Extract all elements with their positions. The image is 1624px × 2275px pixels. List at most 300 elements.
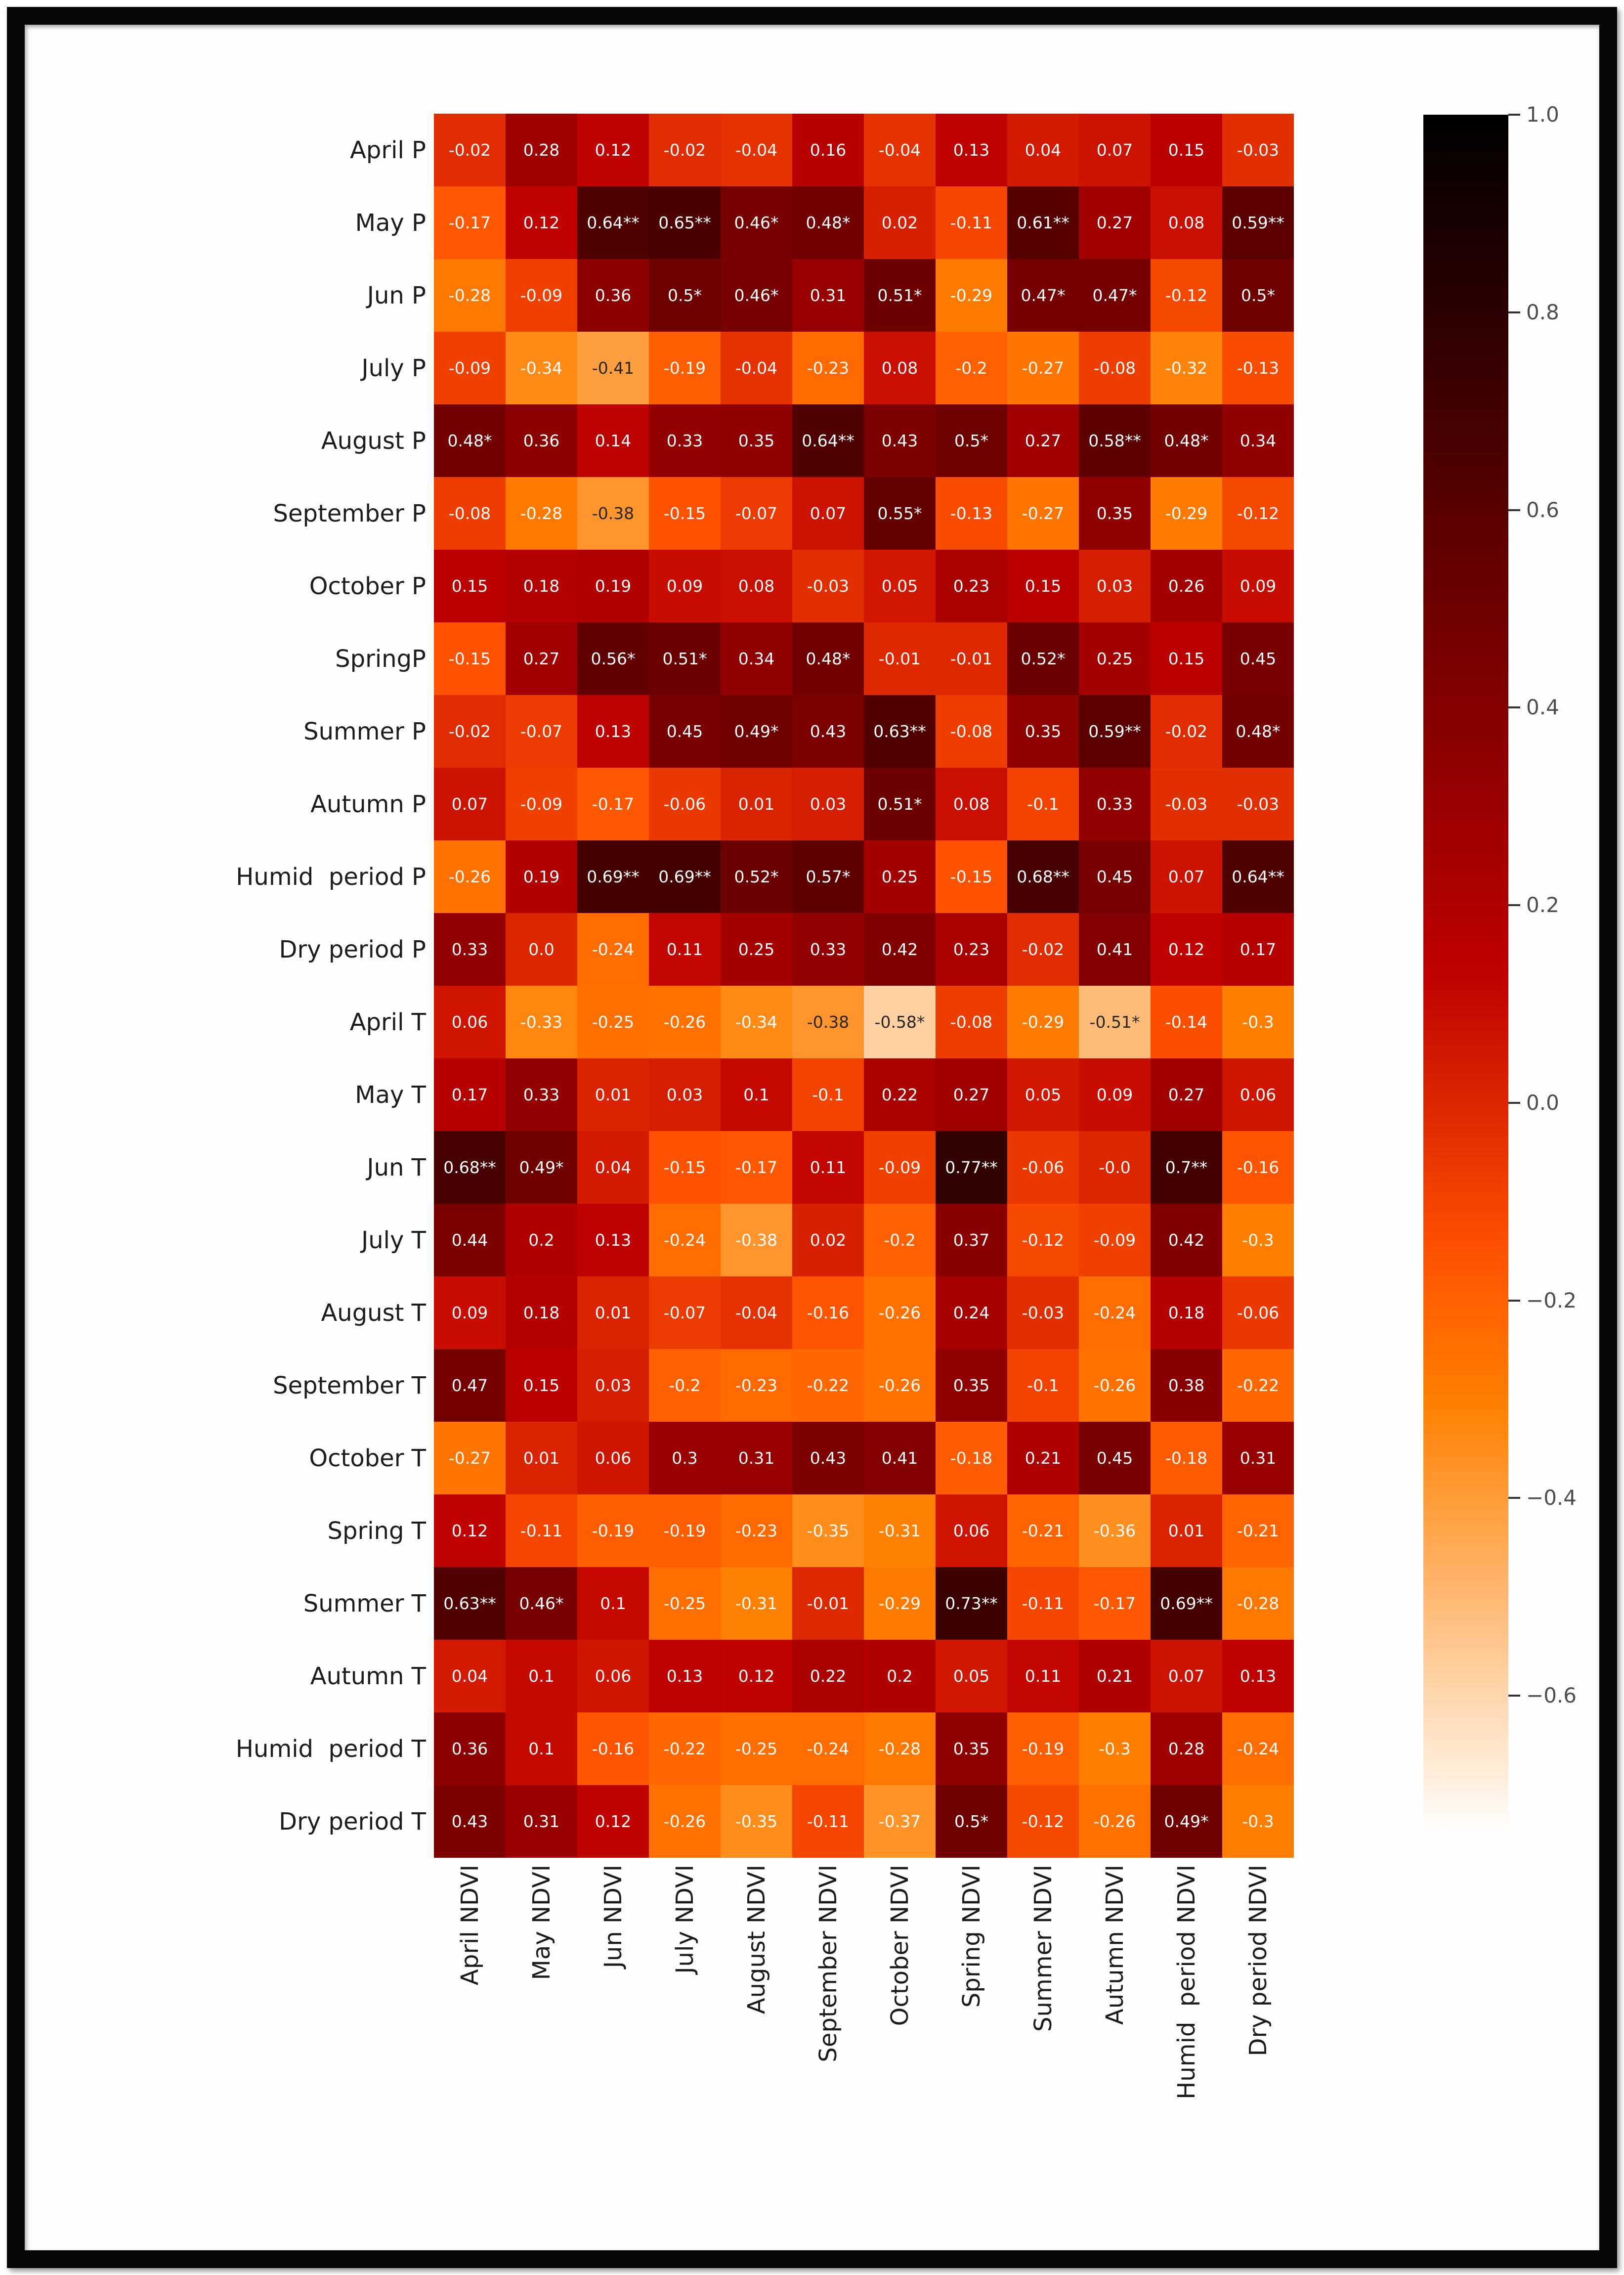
heatmap-cell: 0.7**: [1151, 1131, 1222, 1204]
heatmap-cell: 0.42: [864, 913, 936, 986]
heatmap-cell: 0.57*: [792, 840, 864, 913]
heatmap-cell: -0.27: [1007, 477, 1079, 550]
heatmap-cell: 0.27: [506, 622, 577, 695]
heatmap-cell: 0.25: [1079, 622, 1151, 695]
row-label: May P: [355, 209, 426, 237]
heatmap-cell: -0.0: [1079, 1131, 1151, 1204]
heatmap-cell: -0.19: [649, 332, 721, 404]
heatmap-cell: -0.25: [649, 1567, 721, 1640]
heatmap-cell: 0.17: [1222, 913, 1294, 986]
heatmap-cell: -0.03: [1222, 114, 1294, 186]
column-label-slot: [506, 1865, 577, 2240]
heatmap-cell: 0.06: [577, 1422, 649, 1494]
heatmap-cell: 0.22: [792, 1640, 864, 1712]
heatmap-cell: -0.23: [721, 1349, 792, 1422]
heatmap-cell: 0.09: [1222, 550, 1294, 622]
heatmap-cell: -0.02: [434, 695, 506, 768]
heatmap-cell: -0.01: [792, 1567, 864, 1640]
heatmap-cell: 0.15: [1007, 550, 1079, 622]
heatmap-cell: 0.06: [936, 1494, 1007, 1567]
heatmap-cell: 0.01: [506, 1422, 577, 1494]
heatmap-cell: -0.12: [1007, 1785, 1079, 1858]
heatmap-cell: 0.14: [577, 404, 649, 477]
heatmap-cell: -0.22: [792, 1349, 864, 1422]
heatmap-cell: 0.06: [434, 986, 506, 1058]
heatmap-cell: 0.11: [792, 1131, 864, 1204]
heatmap-cell: -0.2: [936, 332, 1007, 404]
heatmap-cell: 0.49*: [506, 1131, 577, 1204]
heatmap-cell: 0.15: [434, 550, 506, 622]
heatmap-cell: -0.06: [1007, 1131, 1079, 1204]
heatmap-cell: 0.03: [577, 1349, 649, 1422]
heatmap-cell: -0.26: [1079, 1785, 1151, 1858]
heatmap-cell: 0.63**: [434, 1567, 506, 1640]
heatmap-cell: -0.18: [936, 1422, 1007, 1494]
heatmap-cell: 0.45: [1222, 622, 1294, 695]
heatmap-cell: 0.08: [864, 332, 936, 404]
heatmap-cell: 0.07: [1151, 840, 1222, 913]
heatmap-cell: -0.33: [506, 986, 577, 1058]
heatmap-cell: 0.36: [434, 1712, 506, 1785]
heatmap-cell: -0.15: [649, 1131, 721, 1204]
heatmap-cell: -0.25: [721, 1712, 792, 1785]
heatmap-cell: -0.3: [1222, 1204, 1294, 1276]
heatmap-cell: 0.49*: [1151, 1785, 1222, 1858]
heatmap-cell: 0.35: [1007, 695, 1079, 768]
heatmap-cell: -0.23: [792, 332, 864, 404]
heatmap-cell: 0.04: [434, 1640, 506, 1712]
column-label: Autumn NDVI: [1101, 1865, 1129, 2025]
heatmap-cell: -0.08: [936, 695, 1007, 768]
heatmap-cell: 0.33: [434, 913, 506, 986]
heatmap-cell: 0.69**: [577, 840, 649, 913]
heatmap-cell: 0.35: [1079, 477, 1151, 550]
heatmap-cell: -0.21: [1222, 1494, 1294, 1567]
heatmap-cell: 0.17: [434, 1058, 506, 1131]
column-label-slot: [936, 1865, 1007, 2240]
heatmap-cell: -0.08: [936, 986, 1007, 1058]
colorbar-tick-label: 0.4: [1526, 695, 1559, 720]
colorbar-tick-mark: [1508, 311, 1520, 313]
heatmap-cell: -0.11: [792, 1785, 864, 1858]
heatmap-cell: 0.45: [649, 695, 721, 768]
colorbar-tick-label: 0.6: [1526, 497, 1559, 522]
heatmap-cell: 0.01: [721, 768, 792, 840]
heatmap-cell: 0.51*: [864, 259, 936, 332]
heatmap-cell: -0.28: [434, 259, 506, 332]
heatmap-cell: 0.11: [1007, 1640, 1079, 1712]
heatmap-cell: 0.08: [721, 550, 792, 622]
heatmap-grid: [434, 114, 1294, 1858]
heatmap-cell: 0.03: [1079, 550, 1151, 622]
row-label: September T: [273, 1371, 426, 1400]
heatmap-cell: -0.38: [721, 1204, 792, 1276]
heatmap-cell: 0.23: [936, 913, 1007, 986]
colorbar-tick-mark: [1508, 706, 1520, 708]
heatmap-cell: -0.09: [1079, 1204, 1151, 1276]
heatmap-cell: 0.45: [1079, 1422, 1151, 1494]
heatmap-cell: -0.41: [577, 332, 649, 404]
heatmap-cell: 0.36: [577, 259, 649, 332]
heatmap-cell: -0.36: [1079, 1494, 1151, 1567]
heatmap-cell: 0.18: [506, 1276, 577, 1349]
column-label: October NDVI: [886, 1865, 914, 2026]
heatmap-cell: 0.25: [864, 840, 936, 913]
heatmap-cell: -0.06: [649, 768, 721, 840]
row-label: Humid period T: [235, 1735, 426, 1763]
row-label: Autumn P: [310, 790, 426, 818]
heatmap-cell: -0.04: [721, 1276, 792, 1349]
heatmap-cell: 0.09: [649, 550, 721, 622]
heatmap-cell: 0.47*: [1007, 259, 1079, 332]
column-label-slot: [1007, 1865, 1079, 2240]
heatmap-cell: 0.42: [1151, 1204, 1222, 1276]
heatmap-cell: -0.16: [1222, 1131, 1294, 1204]
column-label: Humid period NDVI: [1172, 1865, 1200, 2100]
heatmap-cell: 0.21: [1007, 1422, 1079, 1494]
heatmap-cell: -0.15: [649, 477, 721, 550]
heatmap-cell: -0.27: [1007, 332, 1079, 404]
column-label: Summer NDVI: [1029, 1865, 1057, 2032]
heatmap-cell: 0.2: [506, 1204, 577, 1276]
heatmap-cell: -0.07: [506, 695, 577, 768]
row-label: Jun P: [367, 281, 426, 309]
heatmap-cell: 0.46*: [721, 186, 792, 259]
heatmap-cell: 0.35: [936, 1712, 1007, 1785]
heatmap-cell: -0.16: [792, 1276, 864, 1349]
column-label-slot: [864, 1865, 936, 2240]
heatmap-cell: 0.28: [1151, 1712, 1222, 1785]
heatmap-cell: 0.69**: [649, 840, 721, 913]
heatmap-cell: 0.28: [506, 114, 577, 186]
heatmap-cell: 0.46*: [506, 1567, 577, 1640]
heatmap-cell: 0.27: [936, 1058, 1007, 1131]
heatmap-cell: -0.38: [577, 477, 649, 550]
heatmap-cell: 0.46*: [721, 259, 792, 332]
heatmap-cell: -0.28: [864, 1712, 936, 1785]
column-label: April NDVI: [456, 1865, 484, 1985]
heatmap-cell: 0.38: [1151, 1349, 1222, 1422]
heatmap-cell: -0.26: [649, 986, 721, 1058]
colorbar-tick-label: 0.0: [1526, 1090, 1559, 1115]
heatmap-cell: -0.24: [649, 1204, 721, 1276]
row-label: Dry period T: [279, 1807, 426, 1836]
heatmap-cell: 0.64**: [1222, 840, 1294, 913]
heatmap-cell: 0.41: [864, 1422, 936, 1494]
heatmap-cell: -0.34: [721, 986, 792, 1058]
heatmap-cell: 0.45: [1079, 840, 1151, 913]
heatmap-cell: -0.03: [1222, 768, 1294, 840]
heatmap-cell: -0.13: [936, 477, 1007, 550]
column-label: Spring NDVI: [957, 1865, 985, 2008]
heatmap-cell: -0.1: [1007, 768, 1079, 840]
heatmap-cell: -0.04: [864, 114, 936, 186]
heatmap-cell: 0.15: [506, 1349, 577, 1422]
column-label-slot: [1151, 1865, 1222, 2240]
heatmap-cell: 0.21: [1079, 1640, 1151, 1712]
heatmap-cell: 0.12: [434, 1494, 506, 1567]
heatmap-cell: 0.41: [1079, 913, 1151, 986]
heatmap-cell: 0.07: [434, 768, 506, 840]
heatmap-cell: 0.43: [434, 1785, 506, 1858]
heatmap-cell: -0.09: [434, 332, 506, 404]
heatmap-cell: 0.58**: [1079, 404, 1151, 477]
colorbar: [1423, 115, 1508, 1834]
heatmap-cell: -0.17: [577, 768, 649, 840]
heatmap-cell: -0.34: [506, 332, 577, 404]
heatmap-cell: -0.17: [1079, 1567, 1151, 1640]
heatmap-cell: -0.02: [434, 114, 506, 186]
heatmap-cell: -0.35: [792, 1494, 864, 1567]
heatmap-cell: 0.07: [792, 477, 864, 550]
heatmap-cell: -0.04: [721, 332, 792, 404]
row-label: April T: [349, 1008, 426, 1036]
heatmap-cell: 0.06: [1222, 1058, 1294, 1131]
heatmap-cell: -0.01: [936, 622, 1007, 695]
heatmap-cell: 0.33: [649, 404, 721, 477]
heatmap-cell: 0.47*: [1079, 259, 1151, 332]
row-label: September P: [273, 499, 426, 527]
heatmap-cell: 0.36: [506, 404, 577, 477]
column-label: May NDVI: [527, 1865, 556, 1980]
heatmap-cell: 0.37: [936, 1204, 1007, 1276]
heatmap-cell: 0.01: [1151, 1494, 1222, 1567]
row-label: August T: [321, 1299, 426, 1327]
heatmap-cell: -0.08: [434, 477, 506, 550]
heatmap-cell: -0.19: [577, 1494, 649, 1567]
heatmap-cell: 0.08: [936, 768, 1007, 840]
row-label: July T: [361, 1226, 426, 1254]
heatmap-cell: 0.12: [577, 114, 649, 186]
column-label-slot: [1222, 1865, 1294, 2240]
colorbar-tick-mark: [1508, 1497, 1520, 1499]
heatmap-cell: -0.29: [1151, 477, 1222, 550]
heatmap-cell: 0.13: [936, 114, 1007, 186]
column-label-slot: [1079, 1865, 1151, 2240]
row-label: Summer P: [303, 717, 426, 745]
heatmap-cell: 0.07: [1151, 1640, 1222, 1712]
heatmap-cell: -0.29: [1007, 986, 1079, 1058]
heatmap-cell: 0.09: [434, 1276, 506, 1349]
heatmap-cell: -0.03: [1007, 1276, 1079, 1349]
heatmap-cell: 0.13: [649, 1640, 721, 1712]
heatmap-cell: -0.1: [1007, 1349, 1079, 1422]
heatmap-cell: -0.38: [792, 986, 864, 1058]
column-label: Dry period NDVI: [1244, 1865, 1272, 2056]
heatmap-cell: 0.13: [577, 1204, 649, 1276]
heatmap-cell: 0.31: [506, 1785, 577, 1858]
heatmap-cell: 0.27: [1079, 186, 1151, 259]
row-label: Jun T: [367, 1153, 426, 1181]
row-label: SpringP: [335, 645, 426, 673]
heatmap-cell: 0.02: [792, 1204, 864, 1276]
column-label-slot: [792, 1865, 864, 2240]
heatmap-cell: 0.59**: [1079, 695, 1151, 768]
heatmap-cell: -0.28: [1222, 1567, 1294, 1640]
heatmap-cell: 0.48*: [792, 622, 864, 695]
heatmap-cell: 0.13: [577, 695, 649, 768]
heatmap-cell: -0.14: [1151, 986, 1222, 1058]
heatmap-cell: 0.49*: [721, 695, 792, 768]
row-label: April P: [350, 136, 426, 164]
heatmap-cell: 0.48*: [1151, 404, 1222, 477]
heatmap-cell: 0.03: [649, 1058, 721, 1131]
heatmap-cell: 0.27: [1007, 404, 1079, 477]
colorbar-tick-label: −0.2: [1526, 1288, 1577, 1312]
heatmap-cell: -0.12: [1151, 259, 1222, 332]
heatmap-cell: -0.09: [506, 768, 577, 840]
heatmap-cell: 0.1: [506, 1712, 577, 1785]
x-axis-labels: [434, 1865, 1294, 2240]
heatmap-cell: -0.24: [1079, 1276, 1151, 1349]
heatmap-cell: -0.19: [649, 1494, 721, 1567]
row-label: October T: [309, 1444, 426, 1472]
heatmap-cell: 0.52*: [721, 840, 792, 913]
heatmap-cell: -0.3: [1222, 986, 1294, 1058]
heatmap-cell: -0.32: [1151, 332, 1222, 404]
column-label: September NDVI: [814, 1865, 842, 2062]
row-label: May T: [355, 1081, 426, 1109]
heatmap-cell: -0.02: [1151, 695, 1222, 768]
heatmap-cell: 0.33: [792, 913, 864, 986]
heatmap-cell: 0.35: [936, 1349, 1007, 1422]
heatmap-cell: -0.25: [577, 986, 649, 1058]
heatmap-cell: 0.09: [1079, 1058, 1151, 1131]
heatmap-cell: 0.31: [721, 1422, 792, 1494]
heatmap-cell: 0.19: [577, 550, 649, 622]
colorbar-tick-label: −0.6: [1526, 1683, 1577, 1708]
column-label: Jun NDVI: [599, 1865, 627, 1969]
heatmap-cell: 0.48*: [1222, 695, 1294, 768]
heatmap-cell: 0.65**: [649, 186, 721, 259]
heatmap-cell: -0.08: [1079, 332, 1151, 404]
heatmap-cell: 0.64**: [577, 186, 649, 259]
heatmap-cell: -0.26: [1079, 1349, 1151, 1422]
heatmap-cell: 0.18: [1151, 1276, 1222, 1349]
colorbar-tick-label: 1.0: [1526, 102, 1559, 127]
heatmap-cell: 0.18: [506, 550, 577, 622]
heatmap-cell: 0.48*: [792, 186, 864, 259]
heatmap-cell: 0.2: [864, 1640, 936, 1712]
heatmap-cell: 0.26: [1151, 550, 1222, 622]
heatmap-cell: -0.19: [1007, 1712, 1079, 1785]
heatmap-cell: -0.26: [864, 1349, 936, 1422]
heatmap-cell: -0.3: [1222, 1785, 1294, 1858]
heatmap-cell: 0.27: [1151, 1058, 1222, 1131]
heatmap-cell: 0.43: [864, 404, 936, 477]
heatmap-cell: -0.04: [721, 114, 792, 186]
heatmap-cell: 0.31: [1222, 1422, 1294, 1494]
heatmap-cell: 0.04: [577, 1131, 649, 1204]
heatmap-cell: -0.09: [506, 259, 577, 332]
heatmap-cell: 0.34: [721, 622, 792, 695]
heatmap-cell: -0.21: [1007, 1494, 1079, 1567]
heatmap-cell: 0.1: [577, 1567, 649, 1640]
heatmap-cell: 0.05: [1007, 1058, 1079, 1131]
row-label: Summer T: [303, 1589, 426, 1618]
heatmap-cell: 0.1: [506, 1640, 577, 1712]
colorbar-tick-mark: [1508, 1102, 1520, 1104]
heatmap-cell: 0.22: [864, 1058, 936, 1131]
heatmap-cell: -0.2: [649, 1349, 721, 1422]
heatmap-cell: -0.29: [864, 1567, 936, 1640]
heatmap-cell: -0.24: [792, 1712, 864, 1785]
heatmap-cell: 0.55*: [864, 477, 936, 550]
heatmap-cell: 0.12: [577, 1785, 649, 1858]
heatmap-cell: 0.02: [864, 186, 936, 259]
row-label: July P: [361, 354, 426, 382]
heatmap-cell: -0.13: [1222, 332, 1294, 404]
colorbar-tick-mark: [1508, 509, 1520, 511]
heatmap-cell: 0.5*: [649, 259, 721, 332]
heatmap-cell: 0.5*: [936, 404, 1007, 477]
colorbar-tick-label: −0.4: [1526, 1486, 1577, 1510]
heatmap-cell: 0.35: [721, 404, 792, 477]
heatmap-cell: 0.51*: [864, 768, 936, 840]
heatmap-cell: -0.02: [1007, 913, 1079, 986]
heatmap-cell: -0.17: [434, 186, 506, 259]
heatmap-cell: -0.28: [506, 477, 577, 550]
heatmap-cell: 0.31: [792, 259, 864, 332]
heatmap-cell: 0.04: [1007, 114, 1079, 186]
column-label-slot: [649, 1865, 721, 2240]
figure-frame: [7, 7, 1617, 2268]
heatmap-cell: 0.08: [1151, 186, 1222, 259]
heatmap-cell: -0.15: [936, 840, 1007, 913]
heatmap-cell: -0.2: [864, 1204, 936, 1276]
heatmap-cell: -0.03: [792, 550, 864, 622]
heatmap-cell: 0.61**: [1007, 186, 1079, 259]
heatmap-cell: -0.12: [1222, 477, 1294, 550]
heatmap-cell: 0.68**: [434, 1131, 506, 1204]
colorbar-tick-mark: [1508, 114, 1520, 116]
heatmap-cell: -0.23: [721, 1494, 792, 1567]
heatmap-cell: 0.48*: [434, 404, 506, 477]
heatmap-cell: 0.56*: [577, 622, 649, 695]
heatmap-cell: -0.35: [721, 1785, 792, 1858]
heatmap-cell: -0.09: [864, 1131, 936, 1204]
heatmap-cell: -0.24: [577, 913, 649, 986]
heatmap-cell: -0.1: [792, 1058, 864, 1131]
heatmap-cell: -0.37: [864, 1785, 936, 1858]
heatmap-cell: -0.26: [864, 1276, 936, 1349]
heatmap-cell: 0.05: [864, 550, 936, 622]
heatmap-cell: 0.5*: [936, 1785, 1007, 1858]
heatmap-cell: -0.11: [1007, 1567, 1079, 1640]
heatmap-cell: 0.5*: [1222, 259, 1294, 332]
heatmap-cell: -0.26: [434, 840, 506, 913]
heatmap-cell: -0.26: [649, 1785, 721, 1858]
column-label-slot: [721, 1865, 792, 2240]
heatmap-cell: -0.11: [506, 1494, 577, 1567]
row-label: Dry period P: [279, 935, 426, 963]
heatmap-cell: -0.01: [864, 622, 936, 695]
heatmap-cell: 0.44: [434, 1204, 506, 1276]
heatmap-cell: -0.22: [1222, 1349, 1294, 1422]
heatmap-cell: 0.33: [506, 1058, 577, 1131]
heatmap-cell: 0.15: [1151, 622, 1222, 695]
heatmap-cell: 0.19: [506, 840, 577, 913]
heatmap-cell: -0.16: [577, 1712, 649, 1785]
heatmap-cell: -0.02: [649, 114, 721, 186]
heatmap-cell: -0.22: [649, 1712, 721, 1785]
heatmap-cell: 0.69**: [1151, 1567, 1222, 1640]
heatmap-cell: 0.12: [506, 186, 577, 259]
row-label: Spring T: [327, 1517, 426, 1545]
heatmap-cell: 0.01: [577, 1276, 649, 1349]
heatmap-cell: 0.68**: [1007, 840, 1079, 913]
heatmap-cell: -0.11: [936, 186, 1007, 259]
